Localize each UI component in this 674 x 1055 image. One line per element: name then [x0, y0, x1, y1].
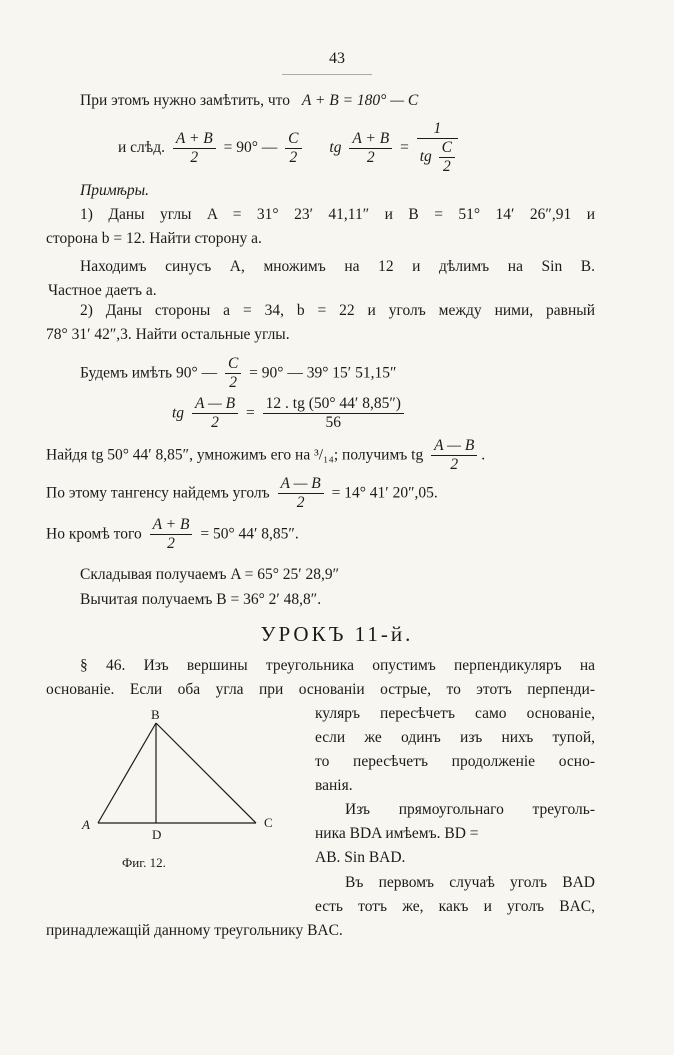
lesson-title: УРОКЪ 11-й. [260, 622, 414, 646]
fraction-denominator: 2 [167, 535, 175, 552]
fraction-numerator: A + B [173, 130, 216, 149]
fraction-numerator: A + B [349, 130, 392, 149]
section-46-right-4: ванія. [315, 777, 353, 794]
section-46-right-6: ника BDA имѣемъ. BD = [315, 825, 479, 842]
vertex-label-b: B [151, 707, 160, 722]
section-46-line-1: § 46. Изъ вершины треугольника опустимъ перпендикуляръ на [80, 657, 595, 674]
examples-header: Примѣры. [80, 182, 150, 199]
fraction-denominator [417, 139, 458, 176]
no-krome-line [46, 516, 299, 553]
example-1-line-a: 1) Даны углы A = 31° 23′ 41,11″ и B = 51° 14′ 26″,91 и [80, 206, 595, 223]
fraction-denominator: 2 [211, 414, 219, 431]
fraction-denominator: 2 [442, 158, 451, 175]
example-1-line-d: Частное даетъ a. [48, 282, 157, 299]
section-46-right-8: Въ первомъ случаѣ уголъ BAD [345, 874, 595, 891]
no-krome-text: Но кромѣ того [46, 525, 142, 543]
fraction-half-sum [173, 130, 216, 167]
section-46-right-3: то пересѣчетъ продолженіе осно- [315, 753, 595, 770]
fraction-denominator: 2 [366, 148, 375, 166]
fraction-numerator: 12 . tg (50° 44′ 8,85″) [263, 395, 404, 414]
sum-formula: A + B = 180° — C [301, 92, 419, 109]
section-46-last-line: принадлежащій данному треугольнику BAC. [46, 922, 343, 939]
fraction-denominator: 2 [229, 374, 237, 391]
text-line-1 [80, 92, 418, 110]
fraction-denominator: 2 [289, 148, 298, 166]
side-ab [98, 723, 156, 823]
tg-label: tg [329, 139, 342, 156]
tg-label: tg [172, 404, 185, 422]
example-2-line-a: 2) Даны стороны a = 34, b = 22 и уголъ между ними, равный [80, 302, 595, 319]
sum-result-line: Складывая получаемъ A = 65° 25′ 28,9″ [80, 566, 340, 583]
example-1-line-b: сторона b = 12. Найти сторону a. [46, 230, 262, 247]
section-46-line-2: основаніе. Если оба угла при основаніи острые, то этотъ перпенди- [46, 681, 595, 698]
example-1-line-c: Находимъ синусъ A, множимъ на 12 и дѣлимъ на Sin B. [80, 258, 595, 275]
fraction-numerator: A — B [278, 475, 324, 494]
fraction-c-half [285, 130, 301, 167]
fraction-denominator: 2 [450, 456, 459, 473]
no-krome-result: = 50° 44′ 8,85″. [200, 525, 299, 543]
section-46-right-1: куляръ пересѣчетъ само основаніе, [315, 705, 595, 722]
foot-label-d: D [152, 827, 162, 842]
po-etomu-text: По этому тангенсу найдемъ уголъ [46, 484, 270, 502]
fraction-half-sum [150, 516, 193, 553]
fraction-half-diff [278, 475, 324, 512]
equals-sign: = [400, 139, 409, 156]
fraction-tangent [263, 395, 404, 432]
triangle-diagram [70, 705, 295, 880]
fraction-numerator: C [285, 130, 301, 149]
budem-text: Будемъ имѣть 90° — [80, 364, 218, 382]
section-46-right-9: есть тотъ же, какъ и уголъ BAC, [315, 898, 595, 915]
fraction-numerator: 1 [417, 120, 458, 139]
fraction-half-diff [431, 437, 477, 474]
fraction-reciprocal [417, 120, 458, 176]
fraction-numerator: C [225, 355, 241, 374]
equals-90-minus: = 90° — [223, 139, 278, 156]
section-46-right-5: Изъ прямоугольнаго треуголь- [345, 801, 595, 818]
difference-result-line: Вычитая получаемъ B = 36° 2′ 48,8″. [80, 591, 322, 608]
intro-text: При этомъ нужно замѣтить, что [80, 92, 290, 109]
hence-label: и слѣд. [118, 139, 165, 156]
section-46-right-7: AB. Sin BAD. [315, 849, 406, 866]
naidya-text: Найдя tg 50° 44′ 8,85″, умножимъ его на ³/₁₄; получимъ tg [46, 446, 424, 464]
fraction-c-half [439, 139, 455, 176]
fraction-numerator: A — B [192, 395, 238, 414]
figure-12 [70, 705, 295, 880]
fraction-half-diff [192, 395, 238, 432]
fraction-numerator: C [439, 139, 455, 158]
lesson-heading [0, 622, 674, 647]
equals-sign: = [246, 404, 255, 422]
fraction-numerator: A — B [431, 437, 477, 456]
fraction-numerator: A + B [150, 516, 193, 535]
fraction-denominator: 2 [190, 148, 199, 166]
fraction-half-sum [349, 130, 392, 167]
po-etomu-result: = 14° 41′ 20″,05. [331, 484, 438, 502]
section-46-right-2: если же одинъ изъ нихъ тупой, [315, 729, 595, 746]
vertex-label-c: C [264, 815, 273, 830]
tangent-formula [172, 395, 408, 432]
figure-caption: Фиг. 12. [122, 855, 166, 870]
po-etomu-line [46, 475, 438, 512]
budem-line [80, 355, 396, 392]
vertex-label-a: A [82, 817, 90, 832]
side-bc [156, 723, 256, 823]
naidya-line: Найдя tg 50° 44′ 8,85″, умножимъ его на ³/₁₄; получимъ tg $\frac{A — B}{2}$ . [46, 437, 486, 473]
fraction-denominator: 56 [325, 414, 342, 431]
example-2-line-b: 78° 31′ 42″,3. Найти остальные углы. [46, 326, 290, 343]
tg-label: tg [419, 148, 432, 166]
page-number-rule [282, 74, 372, 75]
fraction-c-half [225, 355, 241, 392]
fraction-denominator: 2 [296, 494, 305, 511]
formula-line-2 [118, 120, 462, 176]
page-number: 43 [329, 50, 345, 67]
budem-result: = 90° — 39° 15′ 51,15″ [249, 364, 397, 382]
